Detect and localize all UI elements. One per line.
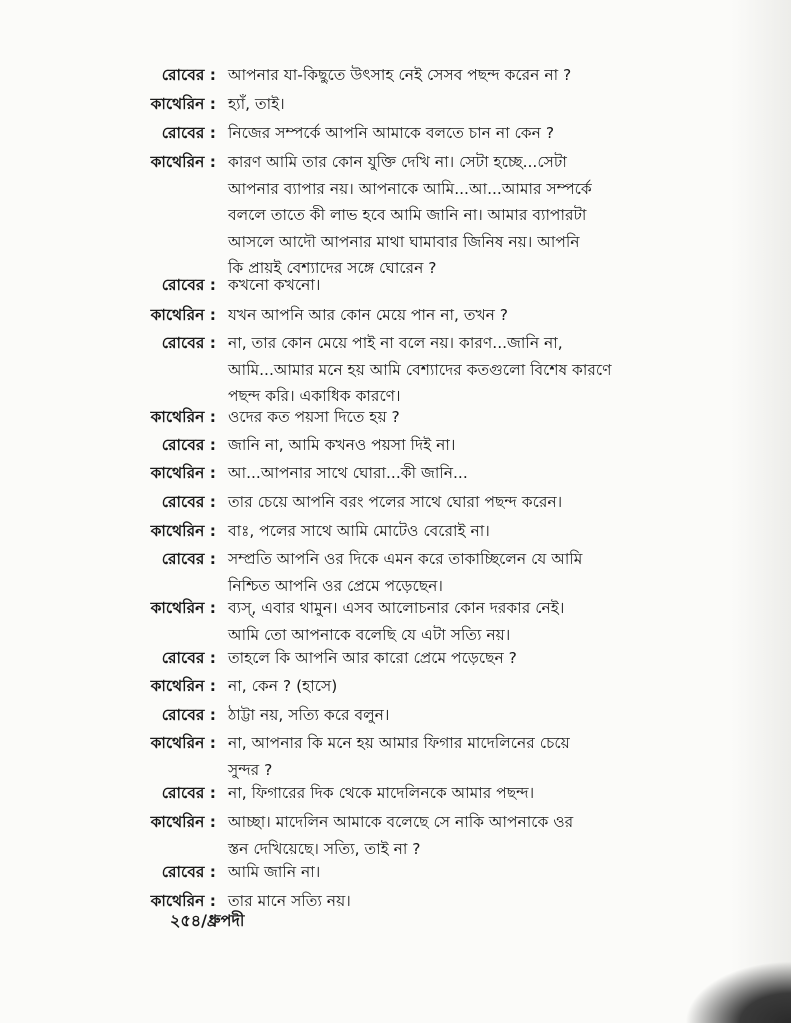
dialogue-text: [228, 673, 648, 700]
speaker-name: রোবের :: [161, 706, 216, 724]
dialogue-text: [228, 888, 648, 915]
dialogue-text: [228, 272, 648, 299]
text-line: কখনো কখনো।: [228, 276, 321, 294]
dialogue-text: [228, 120, 648, 147]
text-line: পছন্দ করি। একাধিক কারণে।: [228, 387, 401, 405]
speaker-name: কাথেরিন :: [150, 599, 216, 617]
speaker-name: রোবের :: [161, 436, 216, 454]
text-line: আসলে আদৌ আপনার মাথা ঘামাবার জিনিষ নয়। আপনি: [228, 232, 580, 251]
speaker-name: রোবের :: [161, 863, 216, 881]
text-line: কি প্রায়ই বেশ্যাদের সঙ্গে ঘোরেন ?: [228, 259, 437, 277]
dialogue-text: [228, 62, 648, 89]
text-line: আমি...আমার মনে হয় আমি বেশ্যাদের কতগুলো বিশেষ কারণে: [228, 360, 612, 379]
dialogue-text: [228, 149, 648, 282]
speaker-name: কাথেরিন :: [150, 734, 216, 752]
dialogue-text: [228, 595, 648, 648]
text-line: না, আপনার কি মনে হয় আমার ফিগার মাদেলিনের চেয়ে: [228, 734, 570, 752]
text-line: না, ফিগারের দিক থেকে মাদেলিনকে আমার পছন্দ।: [228, 784, 535, 802]
dialogue-text: [228, 330, 648, 410]
text-line: ব্যস্, এবার থামুন। এসব আলোচনার কোন দরকার নেই।: [228, 599, 565, 617]
text-line: জানি না, আমি কখনও পয়সা দিই না।: [228, 436, 456, 454]
text-line: না, তার কোন মেয়ে পাই না বলে নয়। কারণ...জানি না,: [228, 334, 563, 352]
dialogue-text: [228, 489, 648, 516]
text-line: না, কেন ? (হাসে): [228, 677, 338, 695]
speaker-name: কাথেরিন :: [150, 892, 216, 910]
dialogue-text: [228, 404, 648, 431]
text-line: বাঃ, পলের সাথে আমি মোটেও বেরোই না।: [228, 522, 490, 540]
text-line: আচ্ছা। মাদেলিন আমাকে বলেছে সে নাকি আপনাকে ওর: [228, 813, 574, 831]
text-line: স্তন দেখিয়েছে। সত্যি, তাই না ?: [228, 839, 421, 858]
speaker-name: রোবের :: [161, 276, 216, 294]
text-line: যখন আপনি আর কোন মেয়ে পান না, তখন ?: [228, 306, 509, 324]
page-footer: ২৫৪/ধ্রুপদী: [170, 911, 245, 930]
text-line: নিশ্চিত আপনি ওর প্রেমে পড়েছেন।: [228, 576, 443, 595]
speaker-name: রোবের :: [161, 334, 216, 352]
dialogue-text: [228, 546, 648, 599]
speaker-name: কাথেরিন :: [150, 813, 216, 831]
text-line: আমি জানি না।: [228, 863, 321, 881]
text-line: কারণ আমি তার কোন যুক্তি দেখি না। সেটা হচ্ছে...সেটা: [228, 153, 567, 171]
text-line: ঠাট্টা নয়, সত্যি করে বলুন।: [228, 706, 390, 724]
text-line: আপনার যা-কিছুতে উৎসাহ নেই সেসব পছন্দ করেন না ?: [228, 66, 572, 84]
text-line: বললে তাতে কী লাভ হবে আমি জানি না। আমার ব্যাপারটা: [228, 206, 587, 224]
dialogue-text: [228, 730, 648, 783]
text-line: আমি তো আপনাকে বলেছি যে এটা সত্যি নয়।: [228, 625, 511, 644]
speaker-name: রোবের :: [161, 493, 216, 511]
text-line: আপনার ব্যাপার নয়। আপনাকে আমি...আ...আমার সম্পর্কে: [228, 179, 592, 198]
dialogue-text: [228, 302, 648, 329]
speaker-name: রোবের :: [161, 66, 216, 84]
dialogue-text: [228, 645, 648, 672]
speaker-name: কাথেরিন :: [150, 153, 216, 171]
speaker-name: রোবের :: [161, 649, 216, 667]
text-line: হ্যাঁ, তাই।: [228, 95, 285, 113]
speaker-name: কাথেরিন :: [150, 677, 216, 695]
speaker-name: কাথেরিন :: [150, 306, 216, 324]
dialogue-text: [228, 702, 648, 729]
dialogue-text: [228, 432, 648, 459]
text-line: তাহলে কি আপনি আর কারো প্রেমে পড়েছেন ?: [228, 649, 517, 667]
speaker-name: রোবের :: [161, 784, 216, 802]
text-line: তার চেয়ে আপনি বরং পলের সাথে ঘোরা পছন্দ করেন।: [228, 493, 563, 511]
speaker-name: রোবের :: [161, 124, 216, 142]
text-line: আ...আপনার সাথে ঘোরা...কী জানি...: [228, 464, 468, 482]
dialogue-text: [228, 780, 648, 807]
page-edge-shadow: [731, 0, 791, 1023]
dialogue-text: [228, 809, 648, 862]
speaker-name: কাথেরিন :: [150, 95, 216, 113]
text-line: সুন্দর ?: [228, 760, 273, 779]
speaker-name: কাথেরিন :: [150, 464, 216, 482]
dialogue-text: [228, 518, 648, 545]
dialogue-text: [228, 460, 648, 487]
text-line: তার মানে সত্যি নয়।: [228, 892, 351, 910]
speaker-name: রোবের :: [161, 550, 216, 568]
page-curl: [671, 953, 791, 1023]
text-line: সম্প্রতি আপনি ওর দিকে এমন করে তাকাচ্ছিলেন যে আমি: [228, 550, 583, 568]
text-line: ওদের কত পয়সা দিতে হয় ?: [228, 408, 400, 426]
speaker-name: কাথেরিন :: [150, 522, 216, 540]
speaker-name: কাথেরিন :: [150, 408, 216, 426]
dialogue-text: [228, 91, 648, 118]
dialogue-text: [228, 859, 648, 886]
text-line: নিজের সম্পর্কে আপনি আমাকে বলতে চান না কেন ?: [228, 124, 555, 142]
